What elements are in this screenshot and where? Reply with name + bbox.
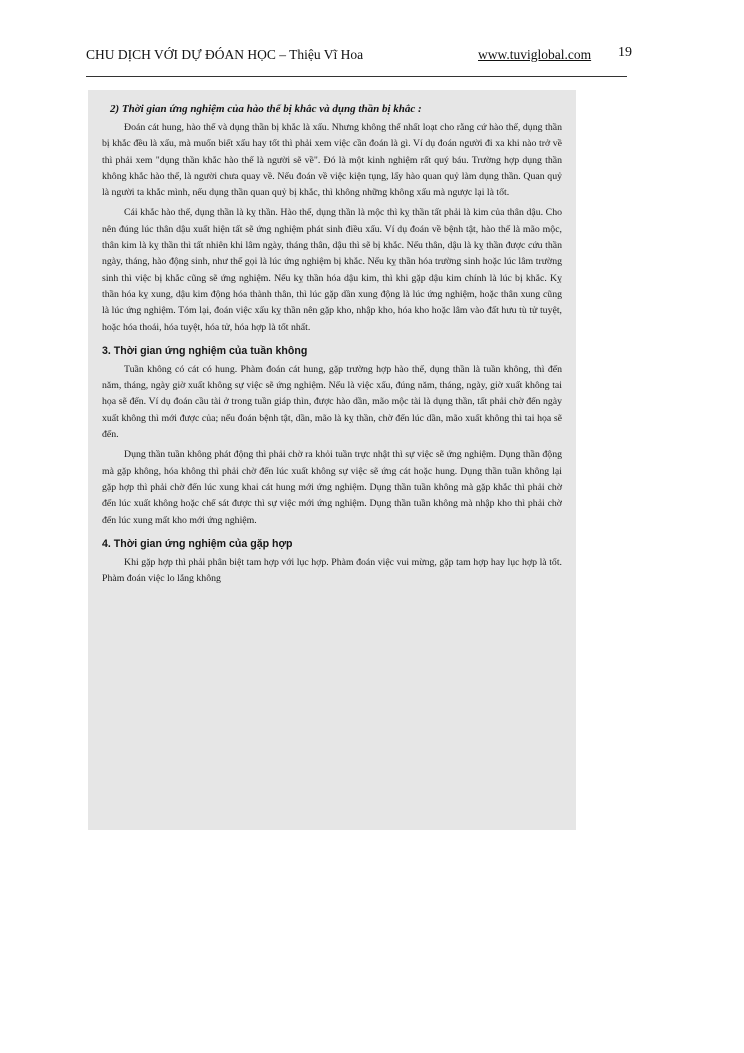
- section-title: 3. Thời gian ứng nghiệm của tuần không: [102, 344, 308, 357]
- paragraph: Tuần không có cát có hung. Phàm đoán cát hung, gặp trường hợp hào thế, dụng thần là tuần không, thì đến năm, tháng, ngày giờ xuất không sự việc sẽ ứng nghiệm. Nếu là việc xấu, đúng năm, tháng, ngày, giờ xuất không tai họa sẽ đến. Ví dụ đoán cầu tài ở trong tuần giáp thìn, được hào dần, mão mộc tài là dụng thần, tất phải chờ đến ngày xuất không thì mới được của; nếu đoán bệnh tật, dần, mão là kỵ thần, chờ đến lúc dần, mão xuất không thì tai họa sẽ đến.: [102, 363, 562, 441]
- section-title: 4. Thời gian ứng nghiệm của gặp hợp: [102, 537, 293, 550]
- paragraph: Cái khắc hào thế, dụng thần là kỵ thần. Hào thế, dụng thần là mộc thì kỵ thần tất phải là kim của thân dậu. Cho nên đúng lúc thân dậu xuất hiện tất sẽ ứng nghiệm phát sinh điều xấu. Ví dụ đoán về bệnh tật, hào thế là mão mộc, thân kim là kỵ thần thì tất nhiên khi lâm ngày, tháng thân, dậu thì sẽ bị khắc. Nếu thân, dậu là kỵ thần được cứu thần ngày, tháng, hào động sinh, như thế gọi là lúc ứng nghiệm bị khắc. Nếu kỵ thần hóa trường sinh hoặc lúc lâm trường sinh thì việc bị khắc cũng sẽ ứng nghiệm. Nếu kỵ thần hóa dậu kim, thì khi gặp dậu kim chính là lúc bị khắc. Kỵ thần hóa kỵ xung, dậu kim động hóa thành thân, thì lúc gặp dần xung động là lúc ứng nghiệm, hoặc thân xung cũng là lúc ứng nghiệm. Tóm lại, đoán việc xấu kỵ thần nên gặp kho, nhập kho, hóa kho hoặc lâm vào đất hưu tù tử tuyệt, hoặc hóa thoái, hóa tuyệt, hóa tử, hóa hợp là tốt nhất.: [102, 207, 562, 333]
- section-title: 2) Thời gian ứng nghiệm của hào thế bị khắc và dụng thần bị khắc :: [110, 103, 422, 115]
- header-divider: [86, 76, 627, 77]
- page-number: 19: [618, 45, 632, 60]
- paragraph: Dụng thần tuần không phát động thì phải chờ ra khỏi tuần trực nhật thì sự việc sẽ ứng nghiệm. Dụng thần động mà gặp không, hóa không thì phải chờ đến lúc xuất không sự việc sẽ ứng cát hoặc hung. Dụng thần tuần không lại gặp hợp thì phải chờ đến lúc xung khai cát hung mới ứng nghiệm. Dụng thần tuần không mà gặp khắc thì phải chờ đến lúc xuất không hoặc chế sát được thì sự việc mới ứng nghiệm. Dụng thần tuần không mà nhập kho thì phải chờ đến lúc xung mất kho mới ứng nghiệm.: [102, 449, 562, 526]
- page-header: [86, 45, 632, 69]
- book-title: CHU DỊCH VỚI DỰ ĐÓAN HỌC – Thiệu Vĩ Hoa: [86, 47, 364, 62]
- scanned-text-block: [102, 102, 562, 591]
- paragraph: Đoán cát hung, hào thế và dụng thần bị khắc là xấu. Nhưng không thể nhất loạt cho rằng cứ hào thế, dụng thần bị khắc đều là xấu, mà muốn biết xấu hay tốt thì phải xem việc cần đoán là gì. Ví dụ đoán người đi xa khi nào trở về thì phải xem "dụng thần khắc hào thế là người sẽ về". Đó là một kinh nghiệm rất quý báu. Trường hợp dụng thần không khắc hào thế, là người chưa quay về. Nếu đoán về việc kiện tụng, lấy hào quan quỷ làm dụng thần. Quan quỷ là người ta khắc mình, nếu dụng thần quan quỷ bị khắc, thì không những không xấu mà ngược lại là tốt.: [102, 122, 562, 199]
- paragraph: Khi gặp hợp thì phải phân biệt tam hợp với lục hợp. Phàm đoán việc vui mừng, gặp tam hợp hay lục hợp là tốt. Phàm đoán việc lo lắng không: [102, 556, 562, 585]
- website-link[interactable]: www.tuviglobal.com: [478, 47, 592, 62]
- scanned-page-image: [88, 90, 576, 830]
